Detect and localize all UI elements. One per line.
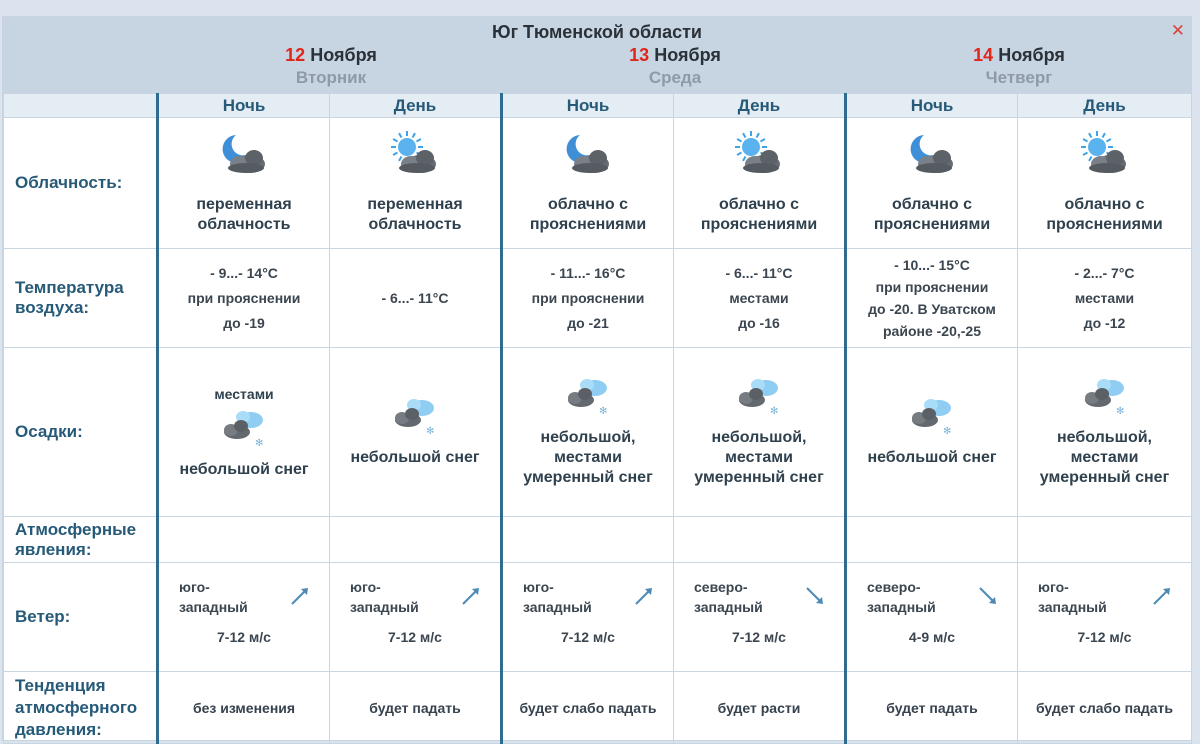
- wind-direction: [523, 577, 592, 617]
- text-line: северо-: [694, 579, 748, 595]
- cloud-description: [847, 195, 1017, 235]
- text-line: - 11...- 16°C: [550, 264, 626, 281]
- cloud-cell: [330, 118, 502, 249]
- day-weekday: Среда: [648, 68, 702, 87]
- text-line: облачность: [368, 216, 462, 233]
- day-header-1: [159, 45, 503, 88]
- precipitation-content: [1018, 376, 1191, 488]
- label-line: давления:: [15, 719, 102, 739]
- text-line: облачно с: [719, 196, 799, 213]
- phase-row: [4, 94, 1192, 118]
- pressure-cell: будет слабо падать: [1018, 672, 1192, 744]
- sun-cloud-icon: [674, 131, 844, 177]
- day-date: [159, 45, 503, 66]
- text-line: западный: [350, 599, 419, 615]
- svg-text:✻: ✻: [1115, 406, 1124, 417]
- cloud-description: [674, 195, 844, 235]
- phase-cell: День: [1018, 94, 1192, 118]
- text-line: небольшой,: [1057, 429, 1152, 446]
- cloud-cell: [158, 118, 330, 249]
- text-line: облачно с: [548, 196, 628, 213]
- text-line: местами: [554, 449, 622, 466]
- precipitation-content: [847, 396, 1017, 468]
- precipitation-content: [330, 396, 500, 468]
- sun-cloud-icon: [330, 131, 500, 177]
- wind-direction: [867, 577, 936, 617]
- day-date: [847, 45, 1191, 66]
- text-line: до -19: [223, 314, 265, 331]
- temperature-cell: [502, 249, 674, 348]
- cloud-label: Облачность:: [4, 118, 158, 249]
- text-line: умеренный снег: [694, 469, 824, 486]
- text-line: местами: [729, 289, 789, 306]
- forecast-header: [3, 17, 1191, 93]
- phenomena-cell: [846, 517, 1018, 563]
- label-line: атмосферного: [15, 697, 138, 717]
- day-header-2: [503, 45, 847, 88]
- text-line: районе -20,-25: [883, 323, 981, 339]
- day-month: Ноября: [310, 45, 377, 65]
- phenomena-row: [4, 517, 1192, 563]
- text-line: облачно с: [1064, 196, 1145, 213]
- temperature-cell: [158, 249, 330, 348]
- text-line: до -16: [738, 314, 780, 331]
- wind-speed: 7-12 м/с: [561, 629, 615, 645]
- text-line: до -21: [567, 314, 609, 331]
- precipitation-description: [159, 460, 329, 480]
- day-number: 14: [973, 45, 994, 65]
- pressure-cell: будет падать: [846, 672, 1018, 744]
- day-month: Ноября: [998, 45, 1065, 65]
- text-line: местами: [725, 449, 793, 466]
- phenomena-label: [4, 517, 158, 563]
- snow-cloud-icon: [503, 376, 673, 420]
- text-line: западный: [523, 599, 592, 615]
- precipitation-cell: [158, 348, 330, 517]
- temperature-value: [159, 261, 329, 336]
- wind-cell: [1018, 563, 1192, 672]
- precipitation-note: местами: [214, 386, 274, 402]
- text-line: умеренный снег: [523, 469, 653, 486]
- precipitation-content: [503, 376, 673, 488]
- text-line: при прояснении: [187, 289, 301, 306]
- precipitation-description: [1018, 428, 1191, 488]
- arrow-northeast-icon: [460, 585, 482, 607]
- text-line: переменная: [196, 196, 292, 213]
- text-line: - 10...- 15°C: [894, 257, 970, 273]
- text-line: юго-: [179, 579, 210, 595]
- wind-direction: [179, 577, 248, 617]
- arrow-northeast-icon: [289, 585, 311, 607]
- text-line: облачно с: [892, 196, 972, 213]
- text-line: облачность: [197, 216, 291, 233]
- text-line: западный: [867, 599, 936, 615]
- svg-text:✻: ✻: [426, 426, 435, 437]
- temperature-value: [1018, 261, 1191, 336]
- cloud-description: [330, 195, 500, 235]
- text-line: - 6...- 11°C: [725, 264, 793, 281]
- wind-content: [503, 563, 673, 671]
- temperature-value: [330, 286, 500, 311]
- wind-speed: 7-12 м/с: [217, 629, 271, 645]
- precipitation-description: [847, 448, 1017, 468]
- phase-cell: Ночь: [502, 94, 674, 118]
- cloud-cell: [1018, 118, 1192, 249]
- forecast-panel: [2, 16, 1192, 741]
- precipitation-description: [330, 448, 500, 468]
- arrow-southeast-icon: [804, 585, 826, 607]
- text-line: при прояснении: [875, 279, 989, 295]
- temperature-value: [674, 261, 844, 336]
- day-month: Ноября: [654, 45, 721, 65]
- text-line: западный: [1038, 599, 1107, 615]
- text-line: небольшой снег: [867, 449, 997, 466]
- temperature-label: [4, 249, 158, 348]
- day-header-3: [847, 45, 1191, 88]
- text-line: умеренный снег: [1039, 469, 1170, 486]
- label-line: явления:: [15, 539, 92, 559]
- text-line: при прояснении: [531, 289, 645, 306]
- text-line: до -12: [1083, 314, 1126, 331]
- day-weekday: Вторник: [295, 68, 367, 87]
- pressure-cell: будет расти: [674, 672, 846, 744]
- wind-content: [847, 563, 1017, 671]
- text-line: западный: [694, 599, 763, 615]
- pressure-cell: без изменения: [158, 672, 330, 744]
- pressure-cell: будет слабо падать: [502, 672, 674, 744]
- day-number: 13: [629, 45, 650, 65]
- temperature-cell: [674, 249, 846, 348]
- region-title: Юг Тюменской области: [492, 22, 702, 42]
- moon-cloud-icon: [847, 131, 1017, 177]
- text-line: небольшой снег: [350, 449, 480, 466]
- wind-label: Ветер:: [4, 563, 158, 672]
- temperature-cell: [330, 249, 502, 348]
- wind-cell: [674, 563, 846, 672]
- svg-text:✻: ✻: [255, 438, 264, 449]
- label-line: Тенденция: [15, 675, 106, 695]
- precipitation-row: [4, 348, 1192, 517]
- phase-cell: День: [330, 94, 502, 118]
- arrow-northeast-icon: [633, 585, 655, 607]
- temperature-cell: [1018, 249, 1192, 348]
- wind-direction: [694, 577, 763, 617]
- cloud-cell: [674, 118, 846, 249]
- wind-content: [1018, 563, 1191, 671]
- day-weekday: Четверг: [985, 68, 1053, 87]
- text-line: - 9...- 14°C: [210, 264, 278, 281]
- wind-cell: [502, 563, 674, 672]
- phase-cell: Ночь: [846, 94, 1018, 118]
- snow-cloud-icon: [674, 376, 844, 420]
- svg-text:✻: ✻: [770, 406, 779, 417]
- text-line: небольшой снег: [179, 461, 309, 478]
- text-line: прояснениями: [873, 216, 991, 233]
- wind-speed: 7-12 м/с: [388, 629, 442, 645]
- text-line: юго-: [350, 579, 381, 595]
- precipitation-cell: [846, 348, 1018, 517]
- wind-content: [159, 563, 329, 671]
- precipitation-cell: [502, 348, 674, 517]
- temperature-cell: [846, 249, 1018, 348]
- label-line: Атмосферные: [15, 519, 137, 539]
- text-line: юго-: [1038, 579, 1069, 595]
- wind-cell: [158, 563, 330, 672]
- text-line: небольшой,: [540, 429, 636, 446]
- close-icon[interactable]: ✕: [1170, 21, 1185, 40]
- text-line: юго-: [523, 579, 554, 595]
- snow-cloud-icon: [330, 396, 500, 440]
- text-line: прояснениями: [700, 216, 818, 233]
- arrow-northeast-icon: [1151, 585, 1173, 607]
- wind-speed: 4-9 м/с: [908, 629, 956, 645]
- text-line: местами: [1074, 289, 1135, 306]
- cloud-cell: [502, 118, 674, 249]
- wind-row: [4, 563, 1192, 672]
- precipitation-description: [674, 428, 844, 488]
- text-line: до -20. В Уватском: [868, 301, 996, 317]
- phase-cell: Ночь: [158, 94, 330, 118]
- phase-corner: [4, 94, 158, 118]
- text-line: местами: [1070, 449, 1139, 466]
- pressure-row: [4, 672, 1192, 744]
- phenomena-cell: [502, 517, 674, 563]
- precipitation-content: [159, 384, 329, 480]
- snow-cloud-icon: [159, 408, 329, 452]
- text-line: - 6...- 11°C: [381, 289, 449, 306]
- wind-direction: [1038, 577, 1107, 617]
- day-date: [503, 45, 847, 66]
- precipitation-content: [674, 376, 844, 488]
- precipitation-cell: [674, 348, 846, 517]
- precipitation-cell: [330, 348, 502, 517]
- svg-text:✻: ✻: [943, 426, 952, 437]
- text-line: прояснениями: [529, 216, 647, 233]
- phenomena-cell: [674, 517, 846, 563]
- svg-text:✻: ✻: [599, 406, 608, 417]
- pressure-label: [4, 672, 158, 744]
- wind-direction: [350, 577, 419, 617]
- label-line: воздуха:: [15, 298, 90, 317]
- day-number: 12: [285, 45, 306, 65]
- wind-content: [330, 563, 500, 671]
- text-line: - 2...- 7°C: [1074, 264, 1135, 281]
- wind-cell: [330, 563, 502, 672]
- cloud-description: [159, 195, 329, 235]
- phenomena-cell: [1018, 517, 1192, 563]
- wind-speed: 7-12 м/с: [1077, 629, 1132, 645]
- text-line: западный: [179, 599, 248, 615]
- phenomena-cell: [330, 517, 502, 563]
- precipitation-cell: [1018, 348, 1192, 517]
- wind-cell: [846, 563, 1018, 672]
- precipitation-label: Осадки:: [4, 348, 158, 517]
- temperature-value: [503, 261, 673, 336]
- cloud-cell: [846, 118, 1018, 249]
- text-line: небольшой,: [711, 429, 807, 446]
- cloud-description: [1018, 195, 1191, 235]
- snow-cloud-icon: [847, 396, 1017, 440]
- wind-content: [674, 563, 844, 671]
- moon-cloud-icon: [503, 131, 673, 177]
- temperature-row: [4, 249, 1192, 348]
- arrow-southeast-icon: [977, 585, 999, 607]
- cloud-description: [503, 195, 673, 235]
- pressure-cell: будет падать: [330, 672, 502, 744]
- forecast-table: [3, 93, 1192, 744]
- label-line: Температура: [15, 278, 124, 297]
- temperature-value: [847, 254, 1017, 342]
- wind-speed: 7-12 м/с: [732, 629, 786, 645]
- text-line: прояснениями: [1046, 216, 1163, 233]
- cloud-row: [4, 118, 1192, 249]
- sun-cloud-icon: [1018, 131, 1191, 177]
- phase-cell: День: [674, 94, 846, 118]
- phenomena-cell: [158, 517, 330, 563]
- snow-cloud-icon: [1018, 376, 1191, 420]
- text-line: переменная: [367, 196, 463, 213]
- moon-cloud-icon: [159, 131, 329, 177]
- text-line: северо-: [867, 579, 921, 595]
- precipitation-description: [503, 428, 673, 488]
